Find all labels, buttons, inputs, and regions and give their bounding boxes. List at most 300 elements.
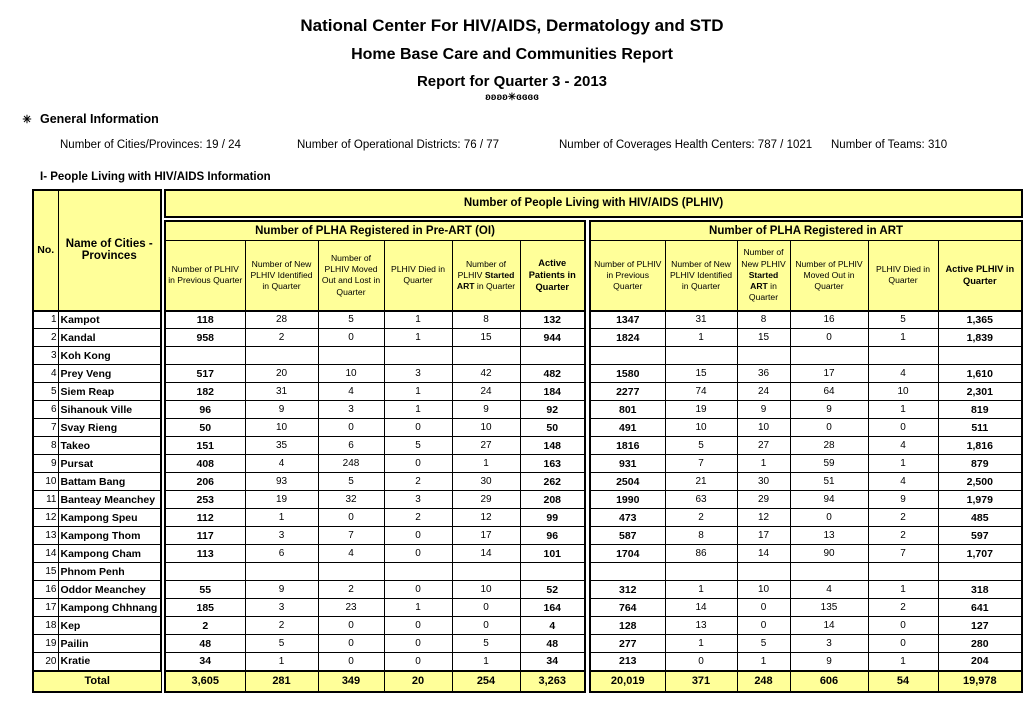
art-value-cell: 4 bbox=[790, 581, 868, 599]
pre-art-value-cell: 5 bbox=[318, 311, 384, 329]
pre-art-value-cell: 14 bbox=[452, 545, 520, 563]
pre-art-value-cell: 3 bbox=[318, 401, 384, 419]
col-header-preart-previous-quarter bbox=[165, 241, 245, 311]
table-row bbox=[33, 581, 1022, 599]
art-value-cell: 491 bbox=[590, 419, 665, 437]
art-value-cell: 94 bbox=[790, 491, 868, 509]
art-value-cell: 819 bbox=[938, 401, 1022, 419]
pre-art-value-cell: 9 bbox=[245, 581, 318, 599]
art-value-cell: 31 bbox=[665, 311, 737, 329]
art-value-cell: 2277 bbox=[590, 383, 665, 401]
row-number-cell: 6 bbox=[33, 401, 58, 419]
table-row bbox=[33, 347, 1022, 365]
stat-label: Number of Coverages Health Centers: bbox=[559, 138, 755, 151]
pre-art-value-cell: 4 bbox=[318, 545, 384, 563]
pre-art-value-cell: 0 bbox=[318, 617, 384, 635]
row-number-cell: 4 bbox=[33, 365, 58, 383]
art-value-cell: 51 bbox=[790, 473, 868, 491]
city-name-cell: Sihanouk Ville bbox=[58, 401, 161, 419]
pre-art-value-cell: 5 bbox=[452, 635, 520, 653]
city-name-cell: Kampong Cham bbox=[58, 545, 161, 563]
total-art-cell: 248 bbox=[737, 671, 790, 692]
table-row bbox=[33, 473, 1022, 491]
art-value-cell: 0 bbox=[737, 617, 790, 635]
total-preart-cell: 254 bbox=[452, 671, 520, 692]
col-header-text: in Quarter bbox=[748, 280, 779, 303]
art-value-cell bbox=[737, 347, 790, 365]
pre-art-value-cell: 52 bbox=[520, 581, 585, 599]
row-number-cell: 1 bbox=[33, 311, 58, 329]
pre-art-value-cell: 151 bbox=[165, 437, 245, 455]
table-row bbox=[33, 491, 1022, 509]
art-value-cell: 0 bbox=[665, 653, 737, 671]
pre-art-value-cell: 112 bbox=[165, 509, 245, 527]
pre-art-value-cell: 1 bbox=[384, 329, 452, 347]
art-value-cell: 14 bbox=[790, 617, 868, 635]
pre-art-value-cell: 10 bbox=[452, 581, 520, 599]
city-name-cell: Kep bbox=[58, 617, 161, 635]
art-value-cell bbox=[590, 347, 665, 365]
total-art-cell: 606 bbox=[790, 671, 868, 692]
art-value-cell: 280 bbox=[938, 635, 1022, 653]
art-value-cell: 19 bbox=[665, 401, 737, 419]
pre-art-value-cell: 2 bbox=[245, 617, 318, 635]
pre-art-value-cell: 28 bbox=[245, 311, 318, 329]
col-header-art-died bbox=[868, 241, 938, 311]
group-header-row bbox=[33, 221, 1022, 241]
pre-art-value-cell: 2 bbox=[165, 617, 245, 635]
art-value-cell: 1 bbox=[665, 635, 737, 653]
art-value-cell: 5 bbox=[665, 437, 737, 455]
table-row bbox=[33, 365, 1022, 383]
city-name-cell: Siem Reap bbox=[58, 383, 161, 401]
art-value-cell: 1 bbox=[665, 581, 737, 599]
col-header-text: Number of PLHIV Moved Out in Quarter bbox=[795, 258, 863, 291]
pre-art-value-cell: 0 bbox=[384, 527, 452, 545]
art-value-cell: 0 bbox=[790, 509, 868, 527]
col-header-text: Number of PLHIV in Previous Quarter bbox=[168, 264, 243, 286]
pre-art-value-cell: 96 bbox=[520, 527, 585, 545]
pre-art-value-cell: 0 bbox=[384, 581, 452, 599]
art-value-cell: 9 bbox=[737, 401, 790, 419]
art-value-cell: 28 bbox=[790, 437, 868, 455]
pre-art-value-cell bbox=[384, 347, 452, 365]
row-number-cell: 11 bbox=[33, 491, 58, 509]
art-value-cell: 17 bbox=[790, 365, 868, 383]
pre-art-value-cell: 15 bbox=[452, 329, 520, 347]
art-value-cell: 801 bbox=[590, 401, 665, 419]
pre-art-value-cell: 4 bbox=[520, 617, 585, 635]
art-value-cell: 1,365 bbox=[938, 311, 1022, 329]
stat-cities-provinces bbox=[60, 139, 241, 151]
art-group-header: Number of PLHA Registered in ART bbox=[590, 221, 1022, 241]
city-name-cell: Oddor Meanchey bbox=[58, 581, 161, 599]
col-header-text: Number of PLHIV Moved Out and Lost in Quarter bbox=[321, 252, 381, 297]
art-value-cell: 2,500 bbox=[938, 473, 1022, 491]
table-row bbox=[33, 545, 1022, 563]
pre-art-value-cell: 1 bbox=[245, 653, 318, 671]
art-value-cell bbox=[790, 563, 868, 581]
art-value-cell: 1 bbox=[868, 653, 938, 671]
art-value-cell bbox=[665, 563, 737, 581]
art-value-cell bbox=[938, 563, 1022, 581]
pre-art-value-cell bbox=[520, 563, 585, 581]
pre-art-value-cell bbox=[245, 563, 318, 581]
city-name-cell: Banteay Meanchey bbox=[58, 491, 161, 509]
col-header-text: Active PLHIV in Quarter bbox=[945, 264, 1015, 287]
art-value-cell bbox=[938, 347, 1022, 365]
row-number-cell: 19 bbox=[33, 635, 58, 653]
report-quarter-line: Report for Quarter 3 - 2013 bbox=[416, 72, 608, 90]
pre-art-value-cell: 482 bbox=[520, 365, 585, 383]
section-title: I- People Living with HIV/AIDS Information bbox=[40, 170, 271, 183]
general-information-heading bbox=[14, 112, 1024, 126]
pre-art-value-cell: 206 bbox=[165, 473, 245, 491]
table-row bbox=[33, 437, 1022, 455]
row-number-cell: 13 bbox=[33, 527, 58, 545]
art-value-cell: 30 bbox=[737, 473, 790, 491]
art-value-cell: 3 bbox=[790, 635, 868, 653]
art-value-cell bbox=[868, 347, 938, 365]
art-value-cell: 213 bbox=[590, 653, 665, 671]
art-value-cell: 1,839 bbox=[938, 329, 1022, 347]
art-value-cell: 10 bbox=[737, 419, 790, 437]
art-value-cell: 2 bbox=[868, 599, 938, 617]
pre-art-value-cell: 96 bbox=[165, 401, 245, 419]
pre-art-value-cell: 0 bbox=[384, 455, 452, 473]
pre-art-value-cell: 30 bbox=[452, 473, 520, 491]
pre-art-value-cell: 0 bbox=[318, 635, 384, 653]
col-header-art-active bbox=[938, 241, 1022, 311]
pre-art-value-cell: 6 bbox=[318, 437, 384, 455]
stat-label: Number of Cities/Provinces: bbox=[60, 138, 203, 151]
art-value-cell: 764 bbox=[590, 599, 665, 617]
city-name-cell: Kampong Thom bbox=[58, 527, 161, 545]
pre-art-value-cell bbox=[165, 347, 245, 365]
art-value-cell: 29 bbox=[737, 491, 790, 509]
art-value-cell: 4 bbox=[868, 437, 938, 455]
col-header-text: in Quarter bbox=[474, 280, 516, 291]
stat-teams bbox=[831, 139, 947, 151]
art-value-cell: 74 bbox=[665, 383, 737, 401]
pre-art-value-cell: 55 bbox=[165, 581, 245, 599]
art-value-cell: 2 bbox=[868, 509, 938, 527]
row-number-cell: 5 bbox=[33, 383, 58, 401]
col-header-bold-text: Started ART bbox=[748, 269, 779, 291]
row-number-cell: 9 bbox=[33, 455, 58, 473]
pre-art-value-cell bbox=[165, 563, 245, 581]
banner-row bbox=[33, 190, 1022, 217]
art-value-cell: 24 bbox=[737, 383, 790, 401]
stat-value: 310 bbox=[927, 138, 948, 151]
col-header-text: Number of PLHIV in Previous Quarter bbox=[594, 258, 662, 291]
pre-art-value-cell: 23 bbox=[318, 599, 384, 617]
table-row bbox=[33, 455, 1022, 473]
total-art-cell: 54 bbox=[868, 671, 938, 692]
row-number-cell: 8 bbox=[33, 437, 58, 455]
art-value-cell: 1 bbox=[868, 455, 938, 473]
art-value-cell: 641 bbox=[938, 599, 1022, 617]
total-art-cell: 19,978 bbox=[938, 671, 1022, 692]
pre-art-value-cell: 408 bbox=[165, 455, 245, 473]
art-value-cell bbox=[590, 563, 665, 581]
art-value-cell: 1 bbox=[737, 455, 790, 473]
pre-art-value-cell: 2 bbox=[384, 473, 452, 491]
pre-art-value-cell: 0 bbox=[384, 635, 452, 653]
pre-art-value-cell: 2 bbox=[384, 509, 452, 527]
pre-art-value-cell: 3 bbox=[245, 527, 318, 545]
art-value-cell: 8 bbox=[737, 311, 790, 329]
art-value-cell: 135 bbox=[790, 599, 868, 617]
col-header-preart-died bbox=[384, 241, 452, 311]
pre-art-value-cell bbox=[318, 347, 384, 365]
city-name-cell: Kratie bbox=[58, 653, 161, 671]
table-banner: Number of People Living with HIV/AIDS (PLHIV) bbox=[165, 190, 1022, 217]
art-value-cell: 1 bbox=[665, 329, 737, 347]
row-number-cell: 20 bbox=[33, 653, 58, 671]
plhiv-table bbox=[32, 189, 1023, 693]
pre-art-value-cell: 50 bbox=[520, 419, 585, 437]
pre-art-value-cell: 262 bbox=[520, 473, 585, 491]
art-value-cell: 1990 bbox=[590, 491, 665, 509]
col-header-text: PLHIV Died in Quarter bbox=[876, 264, 930, 286]
total-preart-cell: 281 bbox=[245, 671, 318, 692]
art-value-cell: 9 bbox=[790, 401, 868, 419]
table-row bbox=[33, 311, 1022, 329]
pre-art-value-cell: 3 bbox=[384, 365, 452, 383]
table-row bbox=[33, 401, 1022, 419]
col-header-text: Active Patients in Quarter bbox=[528, 258, 576, 293]
art-value-cell: 587 bbox=[590, 527, 665, 545]
pre-art-value-cell: 1 bbox=[452, 455, 520, 473]
pre-art-value-cell: 4 bbox=[318, 383, 384, 401]
pre-art-value-cell: 248 bbox=[318, 455, 384, 473]
city-name-cell: Kampot bbox=[58, 311, 161, 329]
pre-art-value-cell bbox=[520, 347, 585, 365]
pre-art-value-cell: 12 bbox=[452, 509, 520, 527]
col-header-bold-text: Started ART bbox=[456, 269, 515, 291]
art-value-cell: 5 bbox=[868, 311, 938, 329]
art-value-cell: 1 bbox=[737, 653, 790, 671]
city-name-cell: Pailin bbox=[58, 635, 161, 653]
pre-art-value-cell: 117 bbox=[165, 527, 245, 545]
art-value-cell: 0 bbox=[790, 329, 868, 347]
pre-art-value-cell: 32 bbox=[318, 491, 384, 509]
art-value-cell: 36 bbox=[737, 365, 790, 383]
pre-art-value-cell: 93 bbox=[245, 473, 318, 491]
pre-art-value-cell: 517 bbox=[165, 365, 245, 383]
art-value-cell: 312 bbox=[590, 581, 665, 599]
pre-art-value-cell: 3 bbox=[384, 491, 452, 509]
pre-art-value-cell: 1 bbox=[384, 311, 452, 329]
total-row bbox=[33, 671, 1022, 692]
art-value-cell: 17 bbox=[737, 527, 790, 545]
pre-art-value-cell: 10 bbox=[318, 365, 384, 383]
general-information-stats bbox=[0, 139, 1024, 154]
table-row bbox=[33, 509, 1022, 527]
pre-art-value-cell: 10 bbox=[452, 419, 520, 437]
col-header-text: Number of PLHIV bbox=[457, 258, 507, 280]
pre-art-value-cell: 0 bbox=[384, 545, 452, 563]
pre-art-value-cell: 3 bbox=[245, 599, 318, 617]
no-column-header: No. bbox=[33, 190, 58, 311]
pre-art-value-cell: 6 bbox=[245, 545, 318, 563]
art-value-cell: 127 bbox=[938, 617, 1022, 635]
pre-art-value-cell bbox=[384, 563, 452, 581]
pre-art-value-cell: 132 bbox=[520, 311, 585, 329]
art-value-cell: 473 bbox=[590, 509, 665, 527]
pre-art-value-cell bbox=[452, 563, 520, 581]
art-value-cell: 15 bbox=[665, 365, 737, 383]
pre-art-value-cell: 0 bbox=[384, 653, 452, 671]
art-value-cell: 63 bbox=[665, 491, 737, 509]
art-value-cell: 1816 bbox=[590, 437, 665, 455]
col-header-text: PLHIV Died in Quarter bbox=[391, 264, 445, 286]
pre-art-value-cell: 9 bbox=[452, 401, 520, 419]
art-value-cell: 86 bbox=[665, 545, 737, 563]
art-value-cell: 8 bbox=[665, 527, 737, 545]
report-subtitle: Home Base Care and Communities Report bbox=[351, 46, 673, 64]
col-header-art-previous-quarter bbox=[590, 241, 665, 311]
col-header-art-moved-out bbox=[790, 241, 868, 311]
pre-art-group-header: Number of PLHA Registered in Pre-ART (OI) bbox=[165, 221, 585, 241]
art-value-cell: 1 bbox=[868, 329, 938, 347]
pre-art-value-cell: 184 bbox=[520, 383, 585, 401]
art-value-cell: 0 bbox=[868, 635, 938, 653]
pre-art-value-cell bbox=[452, 347, 520, 365]
pre-art-value-cell: 0 bbox=[318, 419, 384, 437]
city-name-cell: Takeo bbox=[58, 437, 161, 455]
art-value-cell: 0 bbox=[868, 617, 938, 635]
row-number-cell: 3 bbox=[33, 347, 58, 365]
art-value-cell bbox=[790, 347, 868, 365]
art-value-cell: 10 bbox=[737, 581, 790, 599]
pre-art-value-cell: 99 bbox=[520, 509, 585, 527]
pre-art-value-cell: 27 bbox=[452, 437, 520, 455]
table-row bbox=[33, 635, 1022, 653]
total-label-cell: Total bbox=[33, 671, 161, 692]
pre-art-value-cell: 35 bbox=[245, 437, 318, 455]
art-value-cell: 1704 bbox=[590, 545, 665, 563]
art-value-cell: 7 bbox=[868, 545, 938, 563]
stat-operational-districts bbox=[297, 139, 499, 151]
city-name-cell: Pursat bbox=[58, 455, 161, 473]
pre-art-value-cell: 944 bbox=[520, 329, 585, 347]
art-value-cell: 0 bbox=[868, 419, 938, 437]
pre-art-value-cell: 10 bbox=[245, 419, 318, 437]
art-value-cell bbox=[868, 563, 938, 581]
pre-art-value-cell: 42 bbox=[452, 365, 520, 383]
art-value-cell: 1,816 bbox=[938, 437, 1022, 455]
city-name-cell: Prey Veng bbox=[58, 365, 161, 383]
art-value-cell: 931 bbox=[590, 455, 665, 473]
city-name-cell: Kampong Speu bbox=[58, 509, 161, 527]
art-value-cell: 1347 bbox=[590, 311, 665, 329]
pre-art-value-cell: 17 bbox=[452, 527, 520, 545]
art-value-cell: 59 bbox=[790, 455, 868, 473]
pre-art-value-cell: 2 bbox=[245, 329, 318, 347]
total-preart-cell: 3,263 bbox=[520, 671, 585, 692]
table-row bbox=[33, 383, 1022, 401]
art-value-cell: 9 bbox=[868, 491, 938, 509]
pre-art-value-cell: 8 bbox=[452, 311, 520, 329]
row-number-cell: 7 bbox=[33, 419, 58, 437]
pre-art-value-cell: 1 bbox=[452, 653, 520, 671]
sub-header-row bbox=[33, 241, 1022, 311]
city-name-cell: Kandal bbox=[58, 329, 161, 347]
art-value-cell: 0 bbox=[737, 599, 790, 617]
art-value-cell: 14 bbox=[665, 599, 737, 617]
pre-art-value-cell: 182 bbox=[165, 383, 245, 401]
pre-art-value-cell bbox=[318, 563, 384, 581]
col-header-preart-moved-out-lost bbox=[318, 241, 384, 311]
pre-art-value-cell: 101 bbox=[520, 545, 585, 563]
art-value-cell: 12 bbox=[737, 509, 790, 527]
pre-art-value-cell: 1 bbox=[384, 383, 452, 401]
pre-art-value-cell: 4 bbox=[245, 455, 318, 473]
table-row bbox=[33, 563, 1022, 581]
pre-art-value-cell: 1 bbox=[384, 599, 452, 617]
pre-art-value-cell: 24 bbox=[452, 383, 520, 401]
stat-label: Number of Operational Districts: bbox=[297, 138, 461, 151]
art-value-cell: 16 bbox=[790, 311, 868, 329]
row-number-cell: 2 bbox=[33, 329, 58, 347]
pre-art-value-cell: 48 bbox=[165, 635, 245, 653]
pre-art-value-cell: 958 bbox=[165, 329, 245, 347]
art-value-cell: 1,707 bbox=[938, 545, 1022, 563]
art-value-cell: 2504 bbox=[590, 473, 665, 491]
pre-art-value-cell: 185 bbox=[165, 599, 245, 617]
col-header-preart-new-identified bbox=[245, 241, 318, 311]
total-art-cell: 371 bbox=[665, 671, 737, 692]
asterisk-icon: ✳ bbox=[22, 113, 32, 126]
stat-health-centers bbox=[559, 139, 812, 151]
art-value-cell: 27 bbox=[737, 437, 790, 455]
total-preart-cell: 20 bbox=[384, 671, 452, 692]
pre-art-value-cell: 118 bbox=[165, 311, 245, 329]
pre-art-value-cell: 0 bbox=[318, 509, 384, 527]
art-value-cell: 1580 bbox=[590, 365, 665, 383]
pre-art-value-cell: 1 bbox=[245, 509, 318, 527]
art-value-cell: 511 bbox=[938, 419, 1022, 437]
col-header-preart-started-art bbox=[452, 241, 520, 311]
pre-art-value-cell: 2 bbox=[318, 581, 384, 599]
total-preart-cell: 3,605 bbox=[165, 671, 245, 692]
pre-art-value-cell: 5 bbox=[384, 437, 452, 455]
art-value-cell: 13 bbox=[665, 617, 737, 635]
pre-art-value-cell: 0 bbox=[384, 419, 452, 437]
city-name-cell: Koh Kong bbox=[58, 347, 161, 365]
pre-art-value-cell: 0 bbox=[384, 617, 452, 635]
art-value-cell: 9 bbox=[790, 653, 868, 671]
name-column-header: Name of Cities - Provinces bbox=[58, 190, 161, 311]
art-value-cell: 10 bbox=[868, 383, 938, 401]
art-value-cell: 485 bbox=[938, 509, 1022, 527]
pre-art-value-cell: 5 bbox=[318, 473, 384, 491]
art-value-cell: 1 bbox=[868, 581, 938, 599]
art-value-cell: 15 bbox=[737, 329, 790, 347]
city-name-cell: Svay Rieng bbox=[58, 419, 161, 437]
table-row bbox=[33, 653, 1022, 671]
pre-art-value-cell: 20 bbox=[245, 365, 318, 383]
pre-art-value-cell: 31 bbox=[245, 383, 318, 401]
art-value-cell: 21 bbox=[665, 473, 737, 491]
art-value-cell: 128 bbox=[590, 617, 665, 635]
city-name-cell: Kampong Chhnang bbox=[58, 599, 161, 617]
pre-art-value-cell: 1 bbox=[384, 401, 452, 419]
row-number-cell: 18 bbox=[33, 617, 58, 635]
pre-art-value-cell: 19 bbox=[245, 491, 318, 509]
